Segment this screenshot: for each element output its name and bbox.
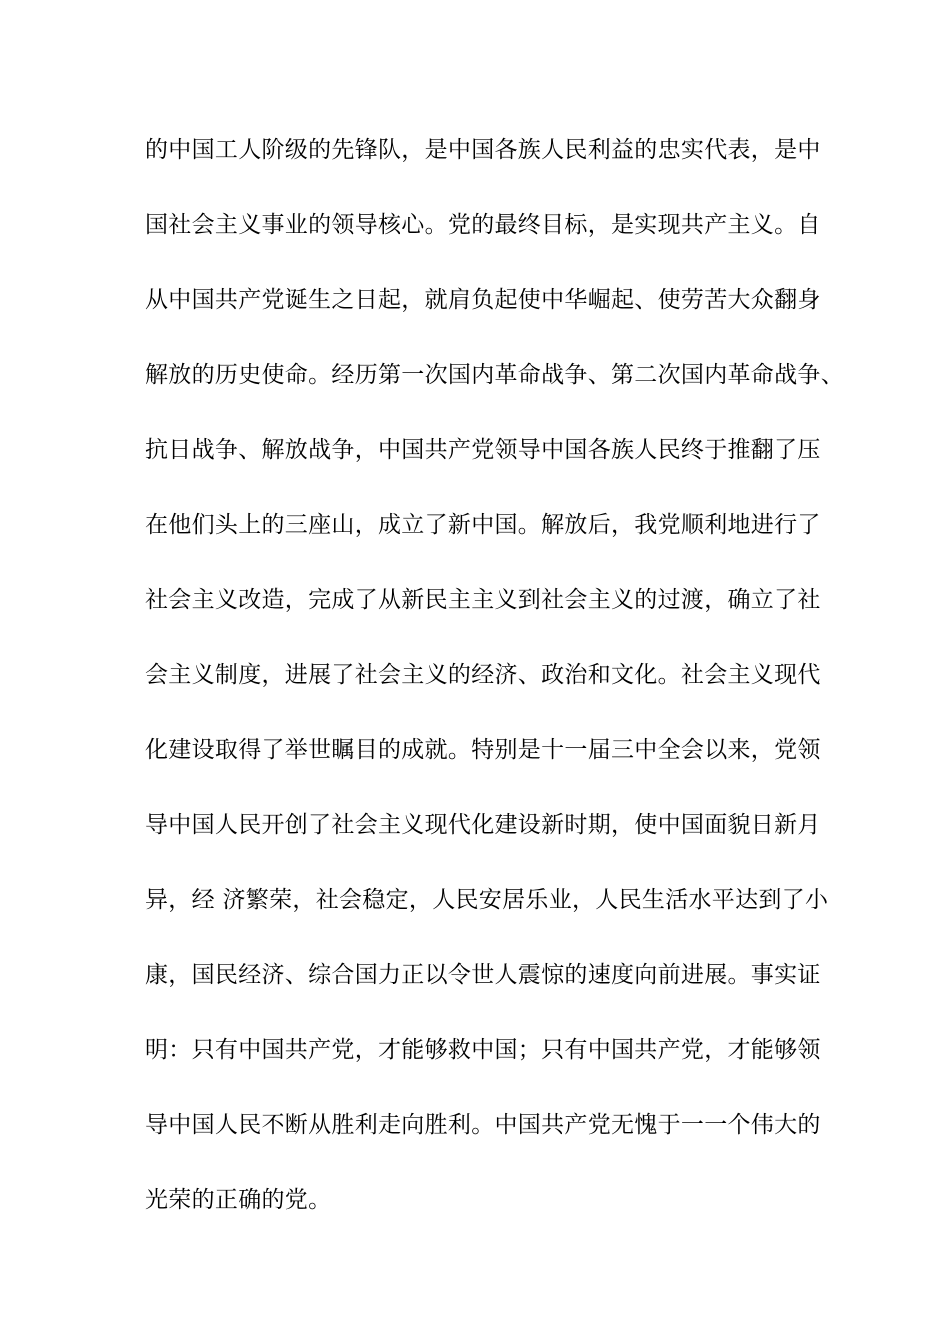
text-line-14: 导中国人民不断从胜利走向胜利。中国共产党无愧于一一个伟大的: [145, 1112, 821, 1138]
text-line-15: 光荣的正确的党。: [145, 1187, 332, 1213]
text-line-4: 解放的历史使命。经历第一次国内革命战争、第二次国内革命战争、: [145, 362, 844, 388]
text-line-7: 社会主义改造，完成了从新民主主义到社会主义的过渡，确立了社: [145, 587, 821, 613]
text-line-3: 从中国共产党诞生之日起，就肩负起使中华崛起、使劳苦大众翻身: [145, 287, 821, 313]
text-line-1: 的中国工人阶级的先锋队，是中国各族人民利益的忠实代表，是中: [145, 137, 821, 163]
text-line-9: 化建设取得了举世瞩目的成就。特别是十一届三中全会以来，党领: [145, 737, 821, 763]
text-line-8: 会主义制度，进展了社会主义的经济、政治和文化。社会主义现代: [145, 662, 821, 688]
text-line-2: 国社会主义事业的领导核心。党的最终目标，是实现共产主义。自: [145, 212, 821, 238]
text-line-6: 在他们头上的三座山，成立了新中国。解放后，我党顺利地进行了: [145, 512, 821, 538]
text-line-5: 抗日战争、解放战争，中国共产党领导中国各族人民终于推翻了压: [145, 437, 821, 463]
text-line-11: 异，经 济繁荣，社会稳定，人民安居乐业，人民生活水平达到了小: [145, 887, 829, 913]
body-paragraph: [145, 130, 845, 1255]
text-line-12: 康，国民经济、综合国力正以令世人震惊的速度向前进展。事实证: [145, 962, 821, 988]
text-line-10: 导中国人民开创了社会主义现代化建设新时期，使中国面貌日新月: [145, 812, 821, 838]
text-line-13: 明：只有中国共产党，才能够救中国；只有中国共产党，才能够领: [145, 1037, 821, 1063]
